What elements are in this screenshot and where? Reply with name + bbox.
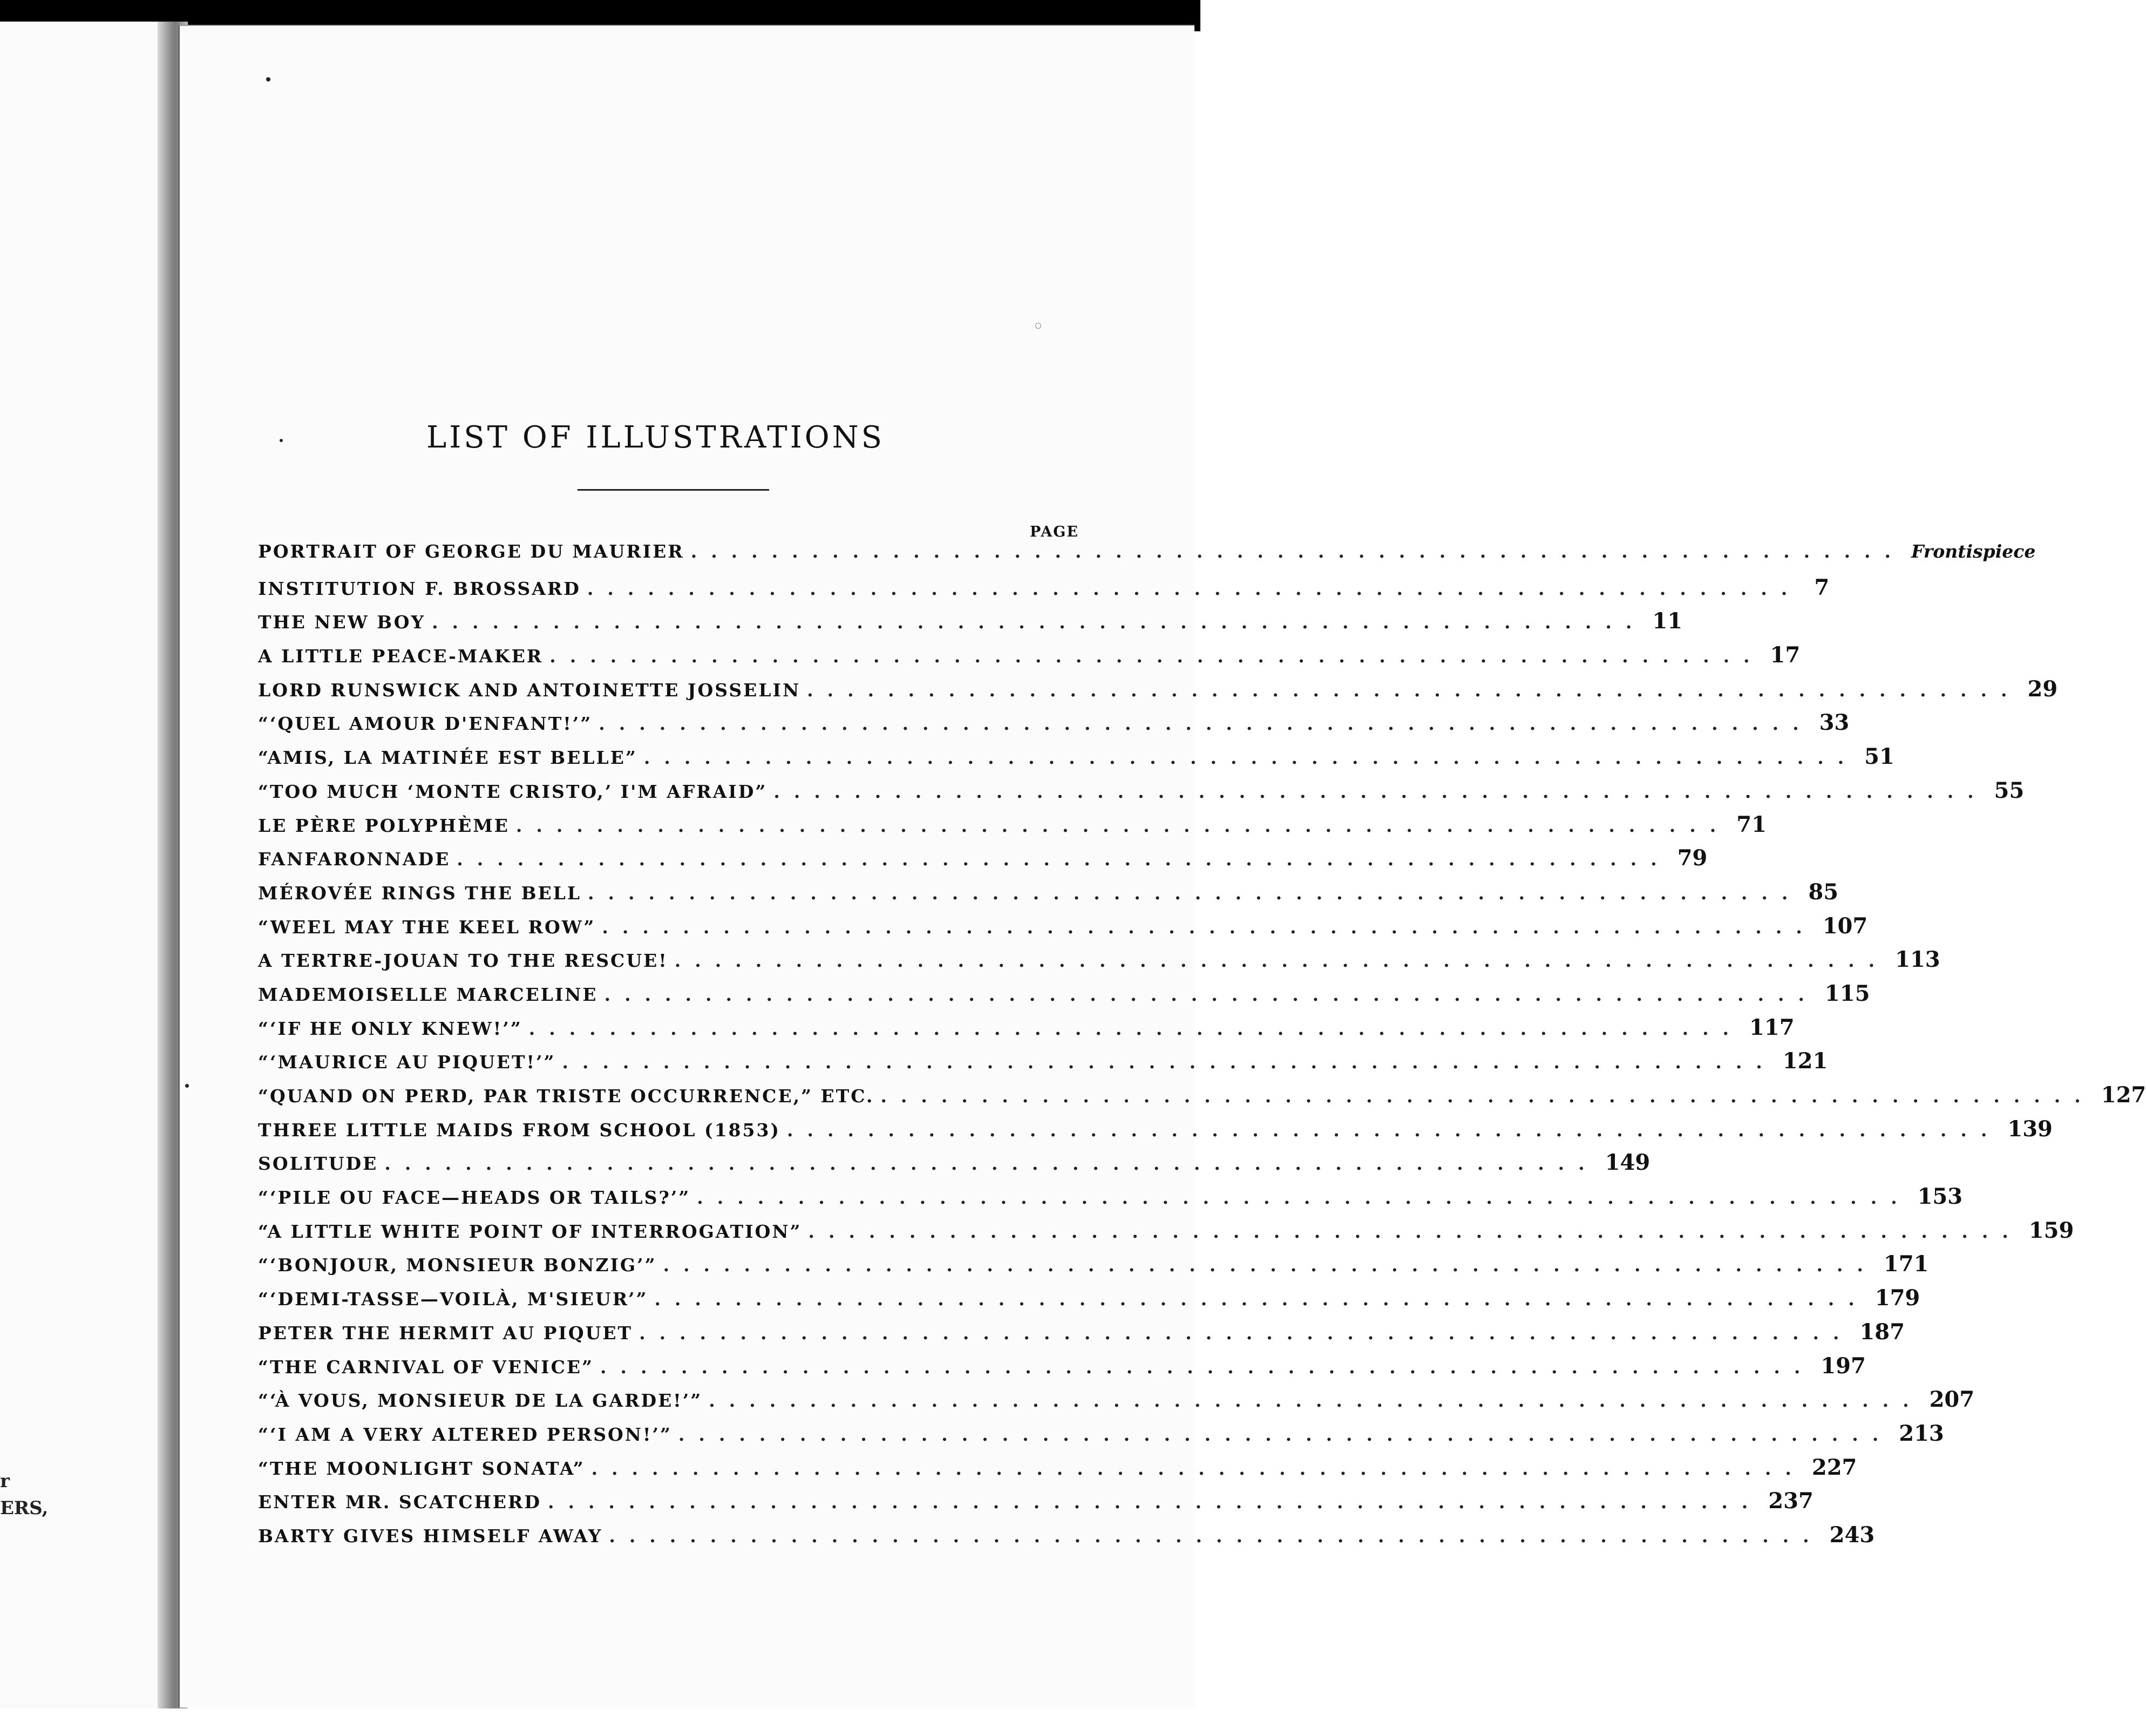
illustration-entry <box>258 608 1683 642</box>
print-speck <box>1035 323 1041 329</box>
illustration-title: PETER THE HERMIT AU PIQUET <box>258 1322 633 1344</box>
dot-leader: ............................................................ <box>604 984 1818 1005</box>
illustration-page-number: 85 <box>1808 879 1839 905</box>
illustration-title: MÉROVÉE RINGS THE BELL <box>258 882 582 904</box>
page-title: LIST OF ILLUSTRATIONS <box>426 419 885 455</box>
illustration-page-number: 159 <box>2028 1217 2074 1243</box>
illustration-entry <box>258 845 1708 879</box>
illustration-title: “A LITTLE WHITE POINT OF INTERROGATION” <box>258 1220 802 1242</box>
illustration-title: “‘MAURICE AU PIQUET!’” <box>258 1052 556 1073</box>
illustration-entry <box>258 1488 1814 1522</box>
illustration-title: “‘BONJOUR, MONSIEUR BONZIG’” <box>258 1254 657 1276</box>
illustration-title: THREE LITTLE MAIDS FROM SCHOOL (1853) <box>258 1119 781 1141</box>
illustration-entry <box>258 1217 2074 1252</box>
illustration-entry <box>258 1150 1651 1184</box>
dot-leader: ............................................................ <box>808 1220 2022 1242</box>
illustration-page-number: 117 <box>1749 1014 1795 1040</box>
illustration-page-number: 127 <box>2101 1082 2146 1108</box>
facing-page-fragment: ERS, <box>0 1497 49 1519</box>
dot-leader: ............................................................ <box>609 1525 1823 1547</box>
illustration-title: ENTER MR. SCATCHERD <box>258 1491 541 1513</box>
illustration-entry <box>258 710 1850 744</box>
dot-leader: ............................................................ <box>528 1018 1743 1039</box>
illustration-title: “‘QUEL AMOUR D'ENFANT!’” <box>258 713 593 735</box>
dot-leader: ............................................................ <box>547 1491 1762 1513</box>
illustration-page-number: 227 <box>1811 1454 1857 1480</box>
illustration-title: “WEEL MAY THE KEEL ROW” <box>258 916 596 938</box>
illustration-entry <box>258 1522 1875 1556</box>
illustration-page-number: 139 <box>2007 1116 2053 1142</box>
dot-leader: ............................................................ <box>588 882 1802 904</box>
illustration-title: “QUAND ON PERD, PAR TRISTE OCCURRENCE,” ETC. <box>258 1086 874 1107</box>
dot-leader: ............................................................ <box>515 815 1730 836</box>
illustration-page-number: 237 <box>1768 1488 1814 1514</box>
illustration-entry <box>258 574 1830 609</box>
illustration-title: MADEMOISELLE MARCELINE <box>258 984 598 1005</box>
illustration-page-number: 11 <box>1652 608 1683 634</box>
illustration-page-number: 197 <box>1821 1353 1866 1379</box>
dot-leader: ............................................................ <box>549 646 1764 667</box>
illustration-page-number: 33 <box>1819 710 1850 736</box>
illustrations-list <box>258 541 2146 1556</box>
dot-leader: ............................................................ <box>600 1356 1815 1378</box>
dot-leader: ............................................................ <box>384 1153 1599 1175</box>
illustration-title: A LITTLE PEACE-MAKER <box>258 646 544 667</box>
illustration-entry <box>258 642 1801 676</box>
illustration-page-number: 243 <box>1829 1522 1875 1548</box>
illustration-title: “‘I AM A VERY ALTERED PERSON!’” <box>258 1423 672 1445</box>
illustration-page-number: 7 <box>1814 574 1830 600</box>
facing-page-fragment: r <box>0 1470 10 1492</box>
illustration-title: “‘IF HE ONLY KNEW!’” <box>258 1018 522 1039</box>
illustration-entry <box>258 1184 1963 1218</box>
dot-leader: ............................................................ <box>591 1457 1805 1479</box>
dot-leader: ............................................................ <box>654 1289 1869 1310</box>
illustration-title: “‘DEMI-TASSE—VOILÀ, M'SIEUR’” <box>258 1289 648 1310</box>
illustration-entry <box>258 980 1870 1015</box>
illustration-page-number: 51 <box>1864 744 1894 770</box>
illustration-entry <box>258 1082 2146 1116</box>
dot-leader: ............................................................ <box>643 747 1858 769</box>
illustration-entry <box>258 1251 1929 1285</box>
page-column-header: PAGE <box>1030 524 1079 540</box>
dot-leader: ............................................................ <box>674 950 1889 972</box>
illustration-title: “‘PILE OU FACE—HEADS OR TAILS?’” <box>258 1187 691 1209</box>
illustration-title: LE PÈRE POLYPHÈME <box>258 815 510 836</box>
illustration-entry <box>258 1387 1975 1421</box>
illustration-title: INSTITUTION F. BROSSARD <box>258 578 581 599</box>
illustration-title: SOLITUDE <box>258 1153 378 1175</box>
illustration-title: THE NEW BOY <box>258 612 426 633</box>
illustration-entry <box>258 541 2036 575</box>
illustration-entry <box>258 1116 2053 1150</box>
dot-leader: ............................................................ <box>663 1254 1877 1276</box>
dot-leader: ............................................................ <box>599 713 1813 735</box>
illustration-page-number: 55 <box>1994 777 2025 803</box>
dot-leader: ............................................................ <box>678 1423 1893 1445</box>
print-speck <box>280 439 283 442</box>
illustration-title: “TOO MUCH ‘MONTE CRISTO,’ I'M AFRAID” <box>258 781 768 802</box>
illustration-entry <box>258 1353 1866 1387</box>
illustration-entry <box>258 1454 1857 1489</box>
illustration-page-number: 71 <box>1736 811 1767 837</box>
illustration-title: PORTRAIT OF GEORGE DU MAURIER <box>258 541 684 562</box>
dot-leader: ............................................................ <box>880 1086 2095 1107</box>
illustration-title: BARTY GIVES HIMSELF AWAY <box>258 1525 603 1547</box>
illustration-title: FANFARONNADE <box>258 849 451 870</box>
illustration-page-number: 179 <box>1875 1285 1920 1311</box>
illustration-entry <box>258 1319 1905 1353</box>
illustration-title: A TERTRE-JOUAN TO THE RESCUE! <box>258 950 668 972</box>
illustration-entry <box>258 744 1894 778</box>
dot-leader: ............................................................ <box>709 1390 1923 1412</box>
dot-leader: ............................................................ <box>697 1187 1911 1209</box>
illustration-title: “‘À VOUS, MONSIEUR DE LA GARDE!’” <box>258 1390 703 1412</box>
dot-leader: ............................................................ <box>602 916 1816 938</box>
dot-leader: ............................................................ <box>690 541 1905 562</box>
illustration-page-number: 171 <box>1883 1251 1929 1277</box>
illustration-page-number: 29 <box>2027 676 2058 702</box>
illustration-entry <box>258 1420 1944 1455</box>
print-speck <box>266 77 270 82</box>
illustration-page-number: 113 <box>1895 947 1940 973</box>
illustration-page-number: 153 <box>1917 1184 1963 1210</box>
illustration-page-number: 79 <box>1677 845 1708 871</box>
dot-leader: ............................................................ <box>807 679 2021 701</box>
illustration-entry <box>258 1048 1828 1082</box>
illustration-title: “THE MOONLIGHT SONATA” <box>258 1457 585 1479</box>
illustration-title: “AMIS, LA MATINÉE EST BELLE” <box>258 747 637 769</box>
illustration-page-number: 187 <box>1859 1319 1905 1345</box>
illustration-entry <box>258 811 1767 846</box>
illustration-title: LORD RUNSWICK AND ANTOINETTE JOSSELIN <box>258 679 801 701</box>
illustration-page-number: 17 <box>1770 642 1801 668</box>
illustration-entry <box>258 913 1868 947</box>
illustration-entry <box>258 676 2058 710</box>
illustration-page-number: 107 <box>1822 913 1868 939</box>
illustration-title: “THE CARNIVAL OF VENICE” <box>258 1356 594 1378</box>
dot-leader: ............................................................ <box>587 578 1802 599</box>
illustration-page-number: Frontispiece <box>1911 541 2036 562</box>
illustration-page-number: 213 <box>1899 1420 1944 1446</box>
illustration-entry <box>258 1285 1920 1319</box>
print-speck <box>185 1084 189 1088</box>
illustration-page-number: 115 <box>1824 980 1870 1006</box>
dot-leader: ............................................................ <box>787 1119 2001 1141</box>
dot-leader: ............................................................ <box>562 1052 1776 1073</box>
illustration-page-number: 207 <box>1929 1387 1975 1413</box>
title-rule <box>578 489 769 491</box>
dot-leader: ............................................................ <box>773 781 1988 802</box>
facing-page <box>0 22 159 1708</box>
illustration-entry <box>258 777 2025 812</box>
dot-leader: ............................................................ <box>457 849 1671 870</box>
dot-leader: ............................................................ <box>432 612 1646 633</box>
illustration-page-number: 149 <box>1605 1150 1651 1176</box>
illustration-entry <box>258 879 1839 913</box>
illustration-entry <box>258 1014 1795 1049</box>
illustration-page-number: 121 <box>1782 1048 1828 1074</box>
illustration-entry <box>258 947 1940 981</box>
dot-leader: ............................................................ <box>639 1322 1853 1344</box>
